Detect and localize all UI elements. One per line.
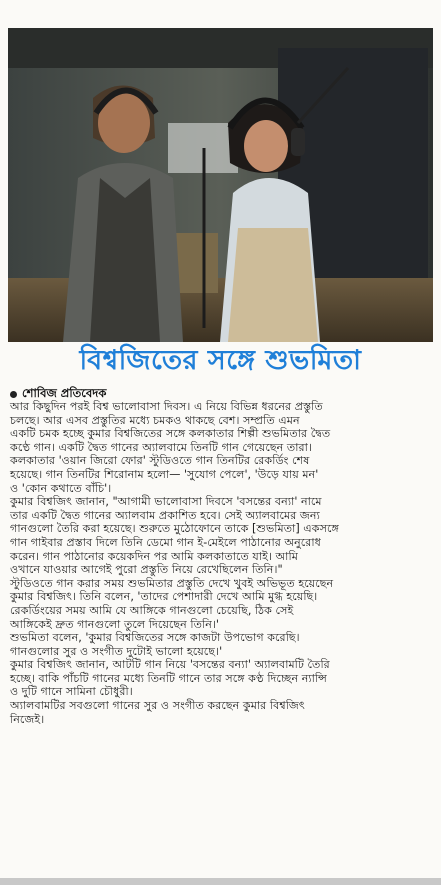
article-line: অ্যালবামটির সবগুলো গানের সুর ও সংগীত করছেন কুমার বিশ্বজিৎ: [10, 699, 305, 713]
byline-text: শোবিজ প্রতিবেদক: [22, 386, 107, 400]
article-line: গানগুলোর সুর ও সংগীত দুটোই ভালো হয়েছে।': [10, 644, 223, 658]
article-line: একটি চমক হচ্ছে কুমার বিশ্বজিতের সঙ্গে কলকাতার শিল্পী শুভমিতার দ্বৈত: [10, 427, 331, 441]
article-line: করেন। গান পাঠানোর কয়েকদিন পর আমি কলকাতাতে যাই। আমি: [10, 549, 298, 563]
article-line: কুমার বিশ্বজিৎ জানান, আটটি গান নিয়ে 'বসন্তের বন্যা' অ্যালবামটি তৈরি: [10, 658, 330, 672]
article-paragraph: [10, 658, 434, 699]
article-line: হচ্ছে। বাকি পাঁচটি গানের মধ্যে তিনটি গানে তার সঙ্গে কণ্ঠ দিচ্ছেন ন্যান্সি: [10, 671, 327, 685]
bullet-icon: [10, 391, 17, 398]
article-paragraph: [10, 495, 434, 577]
article-paragraph: [10, 699, 434, 726]
article-line: ও দুটি গানে সামিনা চৌধুরী।: [10, 685, 133, 699]
article-line: চলছে। আর এসব প্রস্তুতির মধ্যে চমকও থাকছে বেশ। সম্প্রতি এমন: [10, 413, 300, 427]
article-line: ওখানে যাওয়ার আগেই পুরো প্রস্তুতি নিয়ে রেখেছিলেন তিনি।": [10, 563, 283, 577]
article-line: কুমার বিশ্বজিৎ জানান, "আগামী ভালোবাসা দিবসে 'বসন্তের বন্যা' নামে: [10, 495, 322, 509]
page-bottom-bar: [0, 878, 441, 885]
article-line: হয়েছে। গান তিনটির শিরোনাম হলো— 'সুযোগ পেলে', 'উড়ে যায় মন': [10, 467, 319, 481]
article-paragraph: [10, 400, 434, 495]
article-line: গানগুলো তৈরি করা হয়েছে। শুরুতে মুঠোফোনে তাকে [শুভমিতা] একসঙ্গে: [10, 522, 339, 536]
article-body: [10, 400, 434, 726]
article-line: নিজেই।: [10, 712, 45, 726]
article-line: স্টুডিওতে গান করার সময় শুভমিতার প্রস্তুতি দেখে খুবই অভিভূত হয়েছেন: [10, 576, 334, 590]
article-paragraph: [10, 577, 434, 631]
article-line: রেকর্ডিংয়ের সময় আমি যে আঙ্গিকে গানগুলো চেয়েছি, ঠিক সেই: [10, 603, 294, 617]
article-line: গান গাইবার প্রস্তাব দিলে তিনি ডেমো গান ই-মেইলে পাঠানোর অনুরোধ: [10, 535, 321, 549]
article-line: কলকাতার 'ওয়ান জিরো ফোর' স্টুডিওতে গান তিনটির রেকর্ডিং শেষ: [10, 454, 310, 468]
article-line: ও 'কোন কথাতে বাঁচি'।: [10, 481, 112, 495]
article-line: শুভমিতা বলেন, 'কুমার বিশ্বজিতের সঙ্গে কাজটা উপভোগ করেছি।: [10, 631, 300, 645]
article-line: কণ্ঠে গান। একটি দ্বৈত গানের অ্যালবামে তিনটি গান গেয়েছেন তারা।: [10, 440, 312, 454]
article-line: কুমার বিশ্বজিৎ। তিনি বলেন, 'তাদের পেশাদারী দেখে আমি মুগ্ধ হয়েছি।: [10, 590, 318, 604]
article-paragraph: [10, 631, 434, 658]
headline: বিশ্বজিতের সঙ্গে শুভমিতা: [79, 344, 362, 376]
article-line: তার একটি দ্বৈত গানের অ্যালবাম প্রকাশিত হবে। সেই অ্যালবামের জন্য: [10, 508, 320, 522]
article-line: আঙ্গিকেই দ্রুত গানগুলো তুলে দিয়েছেন তিনি।': [10, 617, 219, 631]
article-line: আর কিছুদিন পরই বিশ্ব ভালোবাসা দিবস। এ নিয়ে বিভিন্ন ধরনের প্রস্তুতি: [10, 400, 323, 413]
studio-photo: [8, 28, 433, 342]
